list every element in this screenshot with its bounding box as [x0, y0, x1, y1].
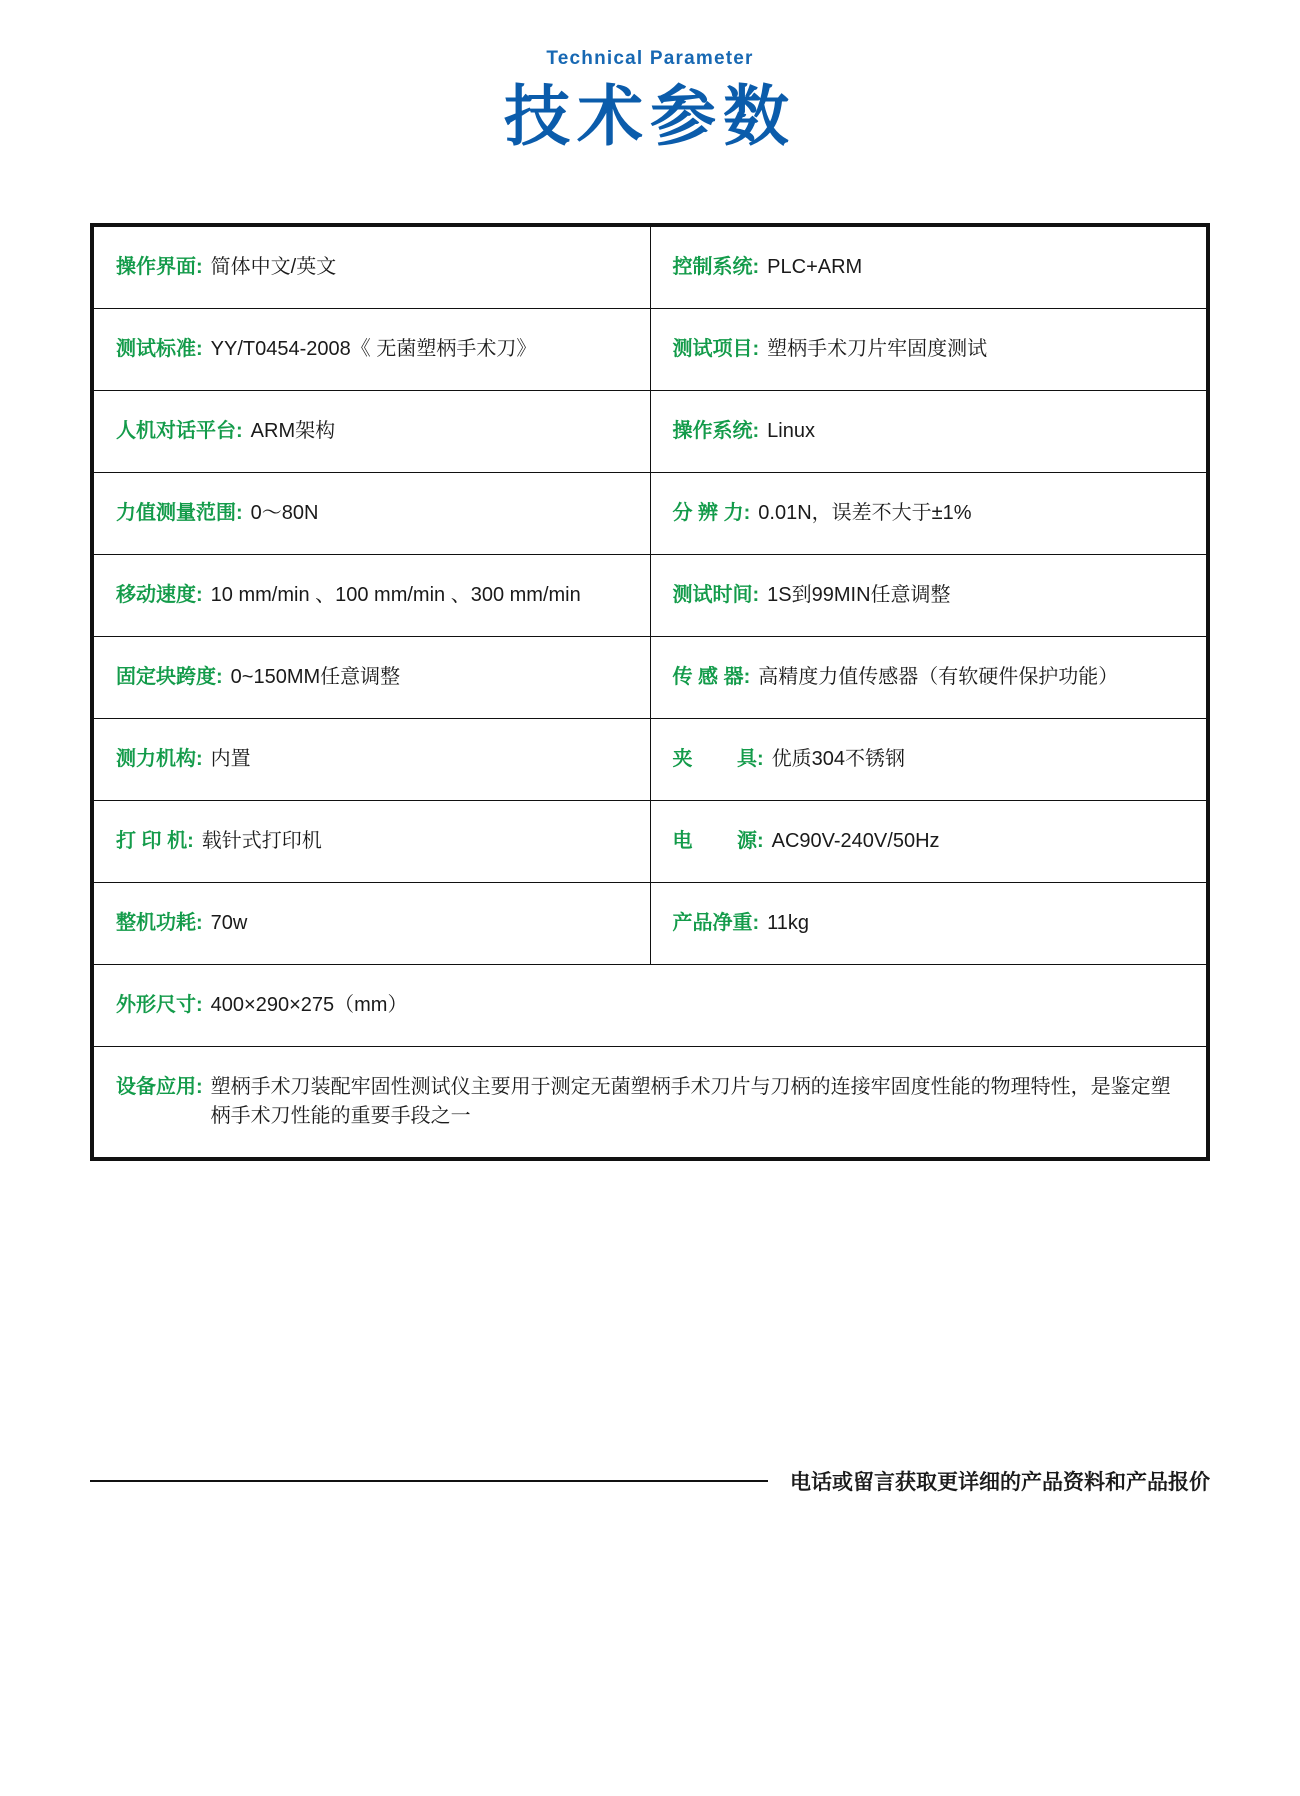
spec-value: 载针式打印机 [201, 829, 322, 852]
spec-value: YY/T0454-2008《 无菌塑柄手术刀》 [210, 337, 537, 360]
spec-label: 测试标准: [116, 337, 203, 360]
table-row [94, 964, 1207, 1046]
spec-value: ARM架构 [250, 419, 336, 442]
spec-label: 控制系统: [672, 255, 760, 278]
spec-value: 0~150MM任意调整 [230, 665, 401, 688]
spec-cell [650, 472, 1207, 554]
table-row [94, 554, 1207, 636]
table-row [94, 226, 1207, 308]
spec-value: 内置 [210, 747, 251, 770]
table-row [94, 390, 1207, 472]
table-row [94, 308, 1207, 390]
table-row [94, 800, 1207, 882]
spec-label: 固定块跨度: [116, 665, 223, 688]
spec-table [93, 226, 1207, 1158]
spec-value: 塑柄手术刀装配牢固性测试仪主要用于测定无菌塑柄手术刀片与刀柄的连接牢固度性能的物理特性，是鉴定塑柄手术刀性能的重要手段之一 [210, 1075, 1171, 1127]
spec-label: 力值测量范围: [116, 501, 243, 524]
spec-cell [94, 554, 651, 636]
table-row [94, 718, 1207, 800]
spec-value: PLC+ARM [767, 255, 863, 278]
spec-cell [94, 226, 651, 308]
spec-cell-full [94, 964, 1207, 1046]
spec-table-body [94, 226, 1207, 1157]
spec-value: 70w [210, 911, 248, 934]
spec-label: 整机功耗: [116, 911, 203, 934]
spec-cell [650, 390, 1207, 472]
spec-table-container [90, 223, 1210, 1161]
spec-label: 产品净重: [672, 911, 760, 934]
page-header [0, 0, 1300, 153]
spec-cell [94, 882, 651, 964]
spec-label: 夹 具: [672, 747, 764, 770]
page-title: 技术参数 [504, 79, 796, 153]
spec-value: 10 mm/min 、100 mm/min 、300 mm/min [210, 583, 581, 606]
spec-label: 设备应用: [116, 1075, 203, 1098]
spec-label: 传 感 器: [672, 665, 751, 688]
spec-label: 测试项目: [672, 337, 760, 360]
spec-label: 移动速度: [116, 583, 203, 606]
spec-cell-full [94, 1046, 1207, 1157]
spec-value: 塑柄手术刀片牢固度测试 [767, 337, 988, 360]
spec-label: 分 辨 力: [672, 501, 751, 524]
spec-cell [650, 800, 1207, 882]
spec-value: AC90V-240V/50Hz [771, 829, 940, 852]
spec-value: 0.01N，误差不大于±1% [758, 501, 972, 524]
spec-label: 打 印 机: [116, 829, 194, 852]
spec-value: 优质304不锈钢 [771, 747, 905, 770]
spec-label: 操作界面: [116, 255, 203, 278]
spec-value: 0～80N [250, 501, 319, 524]
table-row [94, 636, 1207, 718]
spec-cell [650, 636, 1207, 718]
spec-cell [94, 718, 651, 800]
footer [90, 1466, 1210, 1496]
spec-value: Linux [767, 419, 815, 442]
spec-cell [94, 390, 651, 472]
spec-value: 1S到99MIN任意调整 [767, 583, 951, 606]
spec-label: 人机对话平台: [116, 419, 243, 442]
footer-divider [90, 1480, 768, 1482]
spec-cell [650, 554, 1207, 636]
spec-label: 操作系统: [672, 419, 760, 442]
spec-label: 测力机构: [116, 747, 203, 770]
spec-label: 电 源: [672, 829, 764, 852]
table-row [94, 1046, 1207, 1157]
spec-cell [650, 308, 1207, 390]
spec-cell [94, 800, 651, 882]
header-eyebrow: Technical Parameter [546, 48, 754, 69]
footer-note: 电话或留言获取更详细的产品资料和产品报价 [790, 1471, 1210, 1494]
table-row [94, 882, 1207, 964]
spec-value: 400×290×275（mm） [210, 993, 408, 1016]
spec-cell [650, 226, 1207, 308]
table-row [94, 472, 1207, 554]
spec-cell [650, 882, 1207, 964]
spec-value: 高精度力值传感器（有软硬件保护功能） [758, 665, 1119, 688]
spec-label: 外形尺寸: [116, 993, 203, 1016]
spec-label: 测试时间: [672, 583, 760, 606]
spec-value: 简体中文/英文 [210, 255, 337, 278]
spec-value: 11kg [767, 911, 810, 934]
spec-cell [94, 636, 651, 718]
spec-cell [94, 472, 651, 554]
spec-cell [650, 718, 1207, 800]
spec-cell [94, 308, 651, 390]
